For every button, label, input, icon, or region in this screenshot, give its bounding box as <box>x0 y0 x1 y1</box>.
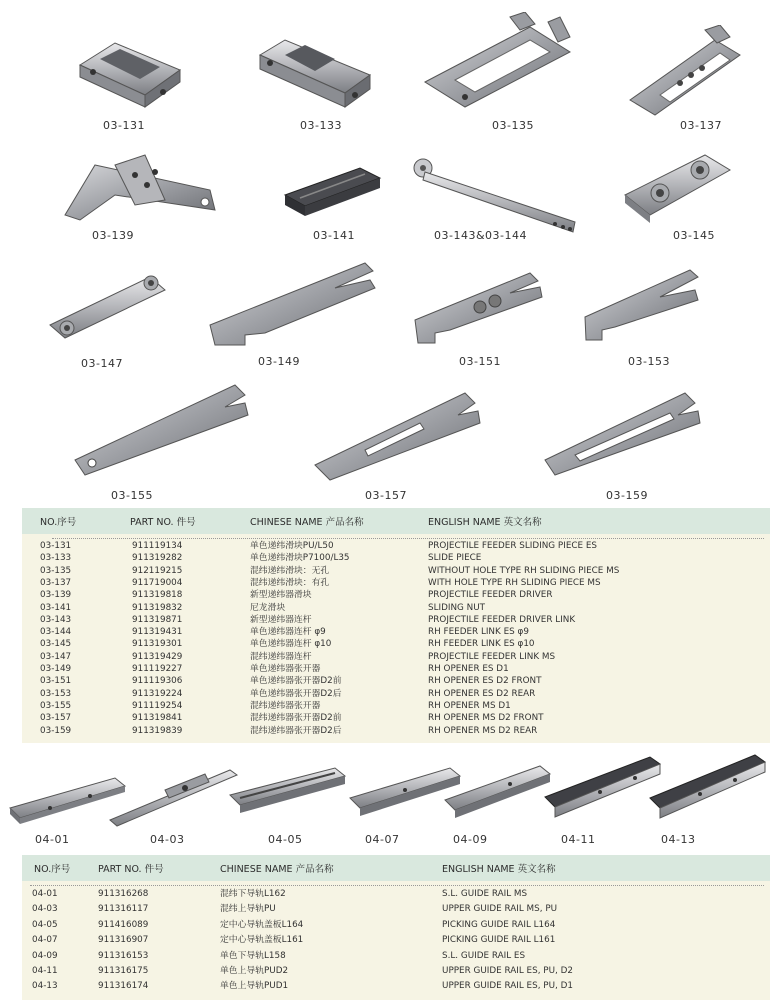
cell-english-name: SLIDING NUT <box>428 602 486 613</box>
table-row <box>22 951 770 962</box>
part-caption: 03-137 <box>680 119 722 132</box>
part-image-03-131 <box>75 35 185 110</box>
cell-english-name: UPPER GUIDE RAIL ES, PU, D2 <box>442 966 573 976</box>
table-header <box>22 855 770 881</box>
table-row <box>22 689 770 700</box>
part-image-03-139 <box>55 150 225 235</box>
cell-part-no: 911319839 <box>132 725 183 736</box>
table-row <box>22 541 770 552</box>
cell-no: 04-01 <box>32 889 58 899</box>
cell-part-no: 911119306 <box>132 676 183 687</box>
cell-chinese-name: 单色递纬滑块PU/L50 <box>250 541 334 551</box>
rail-caption: 04-01 <box>35 833 70 846</box>
cell-english-name: PICKING GUIDE RAIL L161 <box>442 935 556 946</box>
cell-english-name: RH FEEDER LINK ES φ9 <box>428 627 529 638</box>
cell-no: 04-11 <box>32 966 58 976</box>
cell-chinese-name: 单色递纬器张开器 <box>250 664 321 674</box>
part-image-03-153 <box>580 262 705 342</box>
cell-english-name: PROJECTILE FEEDER SLIDING PIECE ES <box>428 541 598 551</box>
part-image-03-155 <box>70 375 250 480</box>
cell-no: 04-13 <box>32 981 58 992</box>
cell-english-name: UPPER GUIDE RAIL ES, PU, D1 <box>442 981 573 992</box>
cell-part-no: 911119227 <box>132 664 183 674</box>
part-caption: 03-159 <box>606 489 648 502</box>
cell-chinese-name: 混纬递纬器张开器 <box>250 700 321 711</box>
cell-english-name: WITH HOLE TYPE RH SLIDING PIECE MS <box>428 577 601 588</box>
part-caption: 03-151 <box>459 355 501 368</box>
table-row <box>22 713 770 724</box>
col-header-english: ENGLISH NAME 英文名称 <box>428 517 542 528</box>
table-row <box>22 920 770 931</box>
cell-no: 03-157 <box>40 713 72 724</box>
part-caption: 03-133 <box>300 119 342 132</box>
part-caption: 03-149 <box>258 355 300 368</box>
cell-part-no: 911319871 <box>132 614 183 625</box>
cell-english-name: PROJECTILE FEEDER DRIVER LINK <box>428 614 576 625</box>
cell-english-name: S.L. GUIDE RAIL ES <box>442 950 526 961</box>
rail-caption: 04-03 <box>150 833 185 846</box>
cell-no: 03-147 <box>40 651 72 662</box>
cell-no: 03-133 <box>40 553 72 564</box>
cell-no: 03-159 <box>40 725 72 736</box>
divider <box>30 885 764 886</box>
cell-part-no: 911719004 <box>132 577 183 588</box>
col-header-no: NO.序号 <box>40 517 77 528</box>
part-image-04-03 <box>105 760 240 830</box>
part-image-03-143 <box>405 150 585 240</box>
col-header-chinese: CHINESE NAME 产品名称 <box>220 864 334 875</box>
cell-no: 03-144 <box>40 627 72 638</box>
cell-english-name: WITHOUT HOLE TYPE RH SLIDING PIECE MS <box>428 565 620 576</box>
table-row <box>22 904 770 915</box>
cell-english-name: UPPER GUIDE RAIL MS, PU <box>442 904 558 915</box>
cell-no: 03-149 <box>40 664 72 674</box>
cell-no: 03-131 <box>40 541 72 551</box>
cell-chinese-name: 混纬递纬器张开器D2前 <box>250 713 342 724</box>
cell-part-no: 912119215 <box>132 565 183 576</box>
table-row <box>22 889 770 900</box>
cell-chinese-name: 定中心导轨盖板L164 <box>220 919 304 930</box>
table-row <box>22 701 770 712</box>
table-row <box>22 726 770 737</box>
cell-chinese-name: 单色递纬器张开器D2前 <box>250 676 342 687</box>
table-row <box>22 652 770 663</box>
cell-chinese-name: 混纬下导轨L162 <box>220 889 286 899</box>
cell-english-name: RH FEEDER LINK ES φ10 <box>428 639 535 650</box>
cell-part-no: 911319301 <box>132 639 183 650</box>
cell-no: 03-139 <box>40 590 72 601</box>
cell-part-no: 911319818 <box>132 590 183 601</box>
rail-caption: 04-11 <box>561 833 596 846</box>
part-caption: 03-131 <box>103 119 145 132</box>
cell-part-no: 911119134 <box>132 541 183 551</box>
cell-part-no: 911319224 <box>132 688 183 699</box>
cell-no: 04-03 <box>32 904 58 915</box>
cell-chinese-name: 单色上导轨PUD1 <box>220 981 289 992</box>
cell-english-name: RH OPENER ES D1 <box>428 664 509 674</box>
cell-part-no: 911319429 <box>132 651 183 662</box>
cell-no: 03-137 <box>40 577 72 588</box>
cell-part-no: 911316174 <box>98 981 149 992</box>
cell-chinese-name: 混纬递纬滑块：有孔 <box>250 577 330 588</box>
cell-part-no: 911319431 <box>132 627 183 638</box>
cell-part-no: 911119254 <box>132 700 183 711</box>
part-image-03-137 <box>625 25 745 120</box>
part-caption: 03-141 <box>313 229 355 242</box>
table-row <box>22 676 770 687</box>
part-image-03-157 <box>310 385 485 485</box>
cell-chinese-name: 混纬递纬滑块：无孔 <box>250 565 330 576</box>
table-row <box>22 566 770 577</box>
table-header <box>22 508 770 534</box>
cell-english-name: PROJECTILE FEEDER LINK MS <box>428 651 556 662</box>
table-row <box>22 966 770 977</box>
cell-chinese-name: 单色上导轨PUD2 <box>220 966 289 976</box>
parts-table-04 <box>22 855 770 1000</box>
cell-no: 03-135 <box>40 565 72 576</box>
cell-no: 03-155 <box>40 700 72 711</box>
cell-part-no: 911316268 <box>98 889 149 899</box>
cell-chinese-name: 单色递纬器张开器D2后 <box>250 688 342 699</box>
cell-english-name: SLIDE PIECE <box>428 553 482 564</box>
part-caption: 03-135 <box>492 119 534 132</box>
cell-no: 03-141 <box>40 602 72 613</box>
part-caption: 03-147 <box>81 357 123 370</box>
cell-no: 04-05 <box>32 919 58 930</box>
rail-caption: 04-07 <box>365 833 400 846</box>
cell-english-name: RH OPENER MS D2 REAR <box>428 725 538 736</box>
col-header-chinese: CHINESE NAME 产品名称 <box>250 517 364 528</box>
cell-english-name: PICKING GUIDE RAIL L164 <box>442 919 556 930</box>
col-header-part: PART NO. 件号 <box>130 517 196 528</box>
col-header-part: PART NO. 件号 <box>98 864 164 875</box>
part-image-03-159 <box>540 385 705 485</box>
part-image-03-145 <box>620 145 735 225</box>
cell-no: 04-07 <box>32 935 58 946</box>
cell-part-no: 911316175 <box>98 966 149 976</box>
cell-chinese-name: 新型递纬器滑块 <box>250 590 312 601</box>
cell-english-name: RH OPENER ES D2 FRONT <box>428 676 542 687</box>
table-row <box>22 603 770 614</box>
cell-english-name: RH OPENER MS D1 <box>428 700 511 711</box>
table-row <box>22 664 770 675</box>
rail-caption: 04-13 <box>661 833 696 846</box>
table-row <box>22 578 770 589</box>
table-row <box>22 627 770 638</box>
part-caption: 03-143&03-144 <box>434 229 528 242</box>
cell-no: 03-143 <box>40 614 72 625</box>
part-image-03-147 <box>45 265 175 345</box>
part-image-04-13 <box>645 750 770 825</box>
cell-no: 03-151 <box>40 676 72 687</box>
part-image-03-151 <box>410 265 545 345</box>
part-caption: 03-139 <box>92 229 134 242</box>
part-image-03-135 <box>420 12 580 112</box>
cell-no: 04-09 <box>32 950 58 961</box>
cell-chinese-name: 混纬递纬器连杆 <box>250 651 312 662</box>
table-row <box>22 639 770 650</box>
cell-part-no: 911319841 <box>132 713 183 724</box>
cell-chinese-name: 混纬递纬器张开器D2后 <box>250 725 342 736</box>
table-row <box>22 590 770 601</box>
part-caption: 03-145 <box>673 229 715 242</box>
part-image-03-133 <box>255 35 375 110</box>
cell-english-name: RH OPENER ES D2 REAR <box>428 688 536 699</box>
cell-part-no: 911316153 <box>98 950 149 961</box>
cell-part-no: 911319282 <box>132 553 183 564</box>
rail-caption: 04-09 <box>453 833 488 846</box>
cell-chinese-name: 尼龙滑块 <box>250 602 286 613</box>
cell-english-name: PROJECTILE FEEDER DRIVER <box>428 590 553 601</box>
col-header-no: NO.序号 <box>34 864 71 875</box>
table-row <box>22 981 770 992</box>
part-caption: 03-155 <box>111 489 153 502</box>
cell-chinese-name: 定中心导轨盖板L161 <box>220 935 304 946</box>
cell-chinese-name: 单色递纬滑块P7100/L35 <box>250 553 350 564</box>
part-image-04-09 <box>440 758 555 823</box>
cell-english-name: S.L. GUIDE RAIL MS <box>442 889 528 899</box>
table-row <box>22 935 770 946</box>
cell-chinese-name: 混纬上导轨PU <box>220 904 276 915</box>
part-image-03-149 <box>205 255 380 350</box>
col-header-english: ENGLISH NAME 英文名称 <box>442 864 556 875</box>
cell-no: 03-145 <box>40 639 72 650</box>
cell-part-no: 911416089 <box>98 919 149 930</box>
cell-part-no: 911319832 <box>132 602 183 613</box>
cell-part-no: 911316117 <box>98 904 149 915</box>
rail-caption: 04-05 <box>268 833 303 846</box>
cell-no: 03-153 <box>40 688 72 699</box>
parts-table-03 <box>22 508 770 743</box>
cell-part-no: 911316907 <box>98 935 149 946</box>
cell-chinese-name: 单色下导轨L158 <box>220 950 286 961</box>
cell-chinese-name: 单色递纬器连杆 φ10 <box>250 639 332 650</box>
table-row <box>22 615 770 626</box>
cell-chinese-name: 单色递纬器连杆 φ9 <box>250 627 326 638</box>
cell-chinese-name: 新型递纬器连杆 <box>250 614 312 625</box>
part-caption: 03-157 <box>365 489 407 502</box>
divider <box>52 538 764 539</box>
cell-english-name: RH OPENER MS D2 FRONT <box>428 713 544 724</box>
table-row <box>22 553 770 564</box>
part-caption: 03-153 <box>628 355 670 368</box>
part-image-04-05 <box>225 760 350 820</box>
part-image-03-141 <box>280 160 385 220</box>
